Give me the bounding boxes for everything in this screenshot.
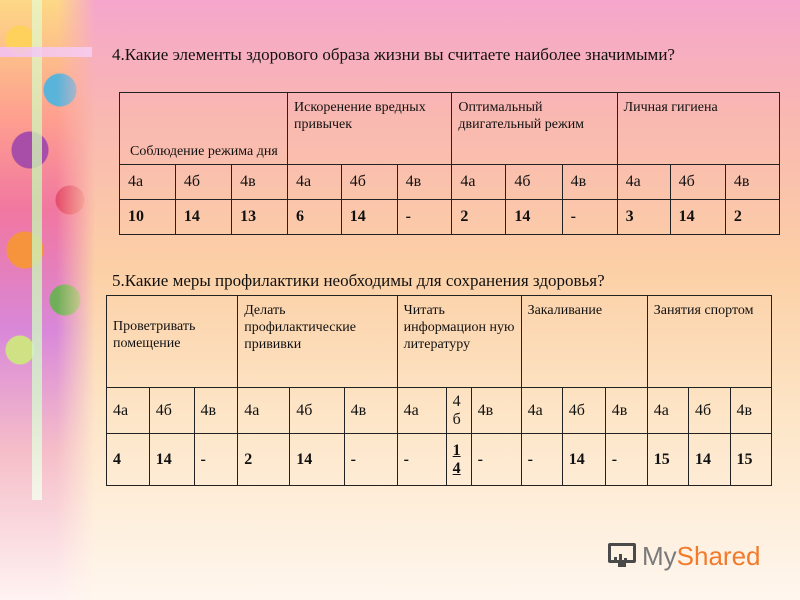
class-cell: 4б	[506, 165, 562, 200]
value-cell: 14	[670, 200, 725, 235]
class-cell: 4б	[562, 388, 605, 434]
value-cell: -	[397, 434, 446, 486]
value-cell: 10	[120, 200, 176, 235]
value-cell: 1 4	[446, 434, 471, 486]
value-cell: 15	[730, 434, 771, 486]
value-cell: 2	[238, 434, 290, 486]
presentation-screen-icon	[608, 543, 636, 569]
class-cell: 4в	[562, 165, 617, 200]
table-q5	[106, 295, 772, 486]
value-cell: 15	[647, 434, 688, 486]
value-cell: 14	[341, 200, 397, 235]
class-cell: 4а	[120, 165, 176, 200]
logo-text-my: My	[642, 540, 677, 571]
value-cell: 14	[290, 434, 344, 486]
decorative-left-art	[0, 0, 95, 600]
header-cell: Личная гигиена	[617, 93, 779, 165]
class-cell: 4в	[725, 165, 779, 200]
value-cell: 14	[562, 434, 605, 486]
value-cell: -	[521, 434, 562, 486]
value-cell: 6	[288, 200, 342, 235]
class-cell: 4в	[344, 388, 397, 434]
question-5: 5.Какие меры профилактики необходимы для сохранения здоровья?	[112, 271, 605, 290]
value-cell: -	[344, 434, 397, 486]
header-cell: Проветривать помещение	[107, 296, 238, 388]
logo-text-shared: Shared	[676, 540, 761, 571]
header-cell: Искоренение вредных привычек	[288, 93, 452, 165]
value-cell: 3	[617, 200, 670, 235]
class-cell: 4а	[452, 165, 506, 200]
value-cell: 14	[175, 200, 231, 235]
class-cell: 4а	[617, 165, 670, 200]
class-cell: 4в	[605, 388, 647, 434]
header-cell: Занятия спортом	[647, 296, 771, 388]
value-cell: -	[471, 434, 521, 486]
class-cell: 4б	[341, 165, 397, 200]
class-cell: 4в	[397, 165, 452, 200]
header-cell: Оптимальный двигательный режим	[452, 93, 617, 165]
value-cell: 14	[689, 434, 731, 486]
value-cell: -	[605, 434, 647, 486]
value-cell: 2	[725, 200, 779, 235]
class-cell: 4а	[107, 388, 150, 434]
decorative-vertical-bar	[32, 0, 42, 500]
class-cell: 4б	[175, 165, 231, 200]
class-cell: 4а	[521, 388, 562, 434]
myshared-logo	[608, 540, 761, 572]
header-cell: Читать информацион ную литературу	[397, 296, 521, 388]
value-cell: 14	[506, 200, 562, 235]
value-cell: -	[397, 200, 452, 235]
class-cell: 4а	[238, 388, 290, 434]
class-cell: 4в	[730, 388, 771, 434]
class-cell: 4а	[397, 388, 446, 434]
class-cell: 4б	[290, 388, 344, 434]
class-cell: 4 б	[446, 388, 471, 434]
class-cell: 4б	[689, 388, 731, 434]
value-cell: 2	[452, 200, 506, 235]
value-cell: 13	[232, 200, 288, 235]
value-cell: -	[562, 200, 617, 235]
table-q4	[119, 92, 780, 235]
question-4: 4.Какие элементы здорового образа жизни вы считаете наиболее значимыми?	[112, 45, 675, 64]
class-cell: 4а	[288, 165, 342, 200]
class-cell: 4а	[647, 388, 688, 434]
header-cell: Закаливание	[521, 296, 647, 388]
header-cell: Делать профилактические прививки	[238, 296, 397, 388]
header-cell: Соблюдение режима дня	[120, 93, 288, 165]
value-cell: -	[194, 434, 238, 486]
decorative-horizontal-bar	[0, 47, 92, 57]
class-cell: 4в	[471, 388, 521, 434]
class-cell: 4б	[149, 388, 194, 434]
class-cell: 4б	[670, 165, 725, 200]
class-cell: 4в	[194, 388, 238, 434]
class-cell: 4в	[232, 165, 288, 200]
value-cell: 14	[149, 434, 194, 486]
value-cell: 4	[107, 434, 150, 486]
